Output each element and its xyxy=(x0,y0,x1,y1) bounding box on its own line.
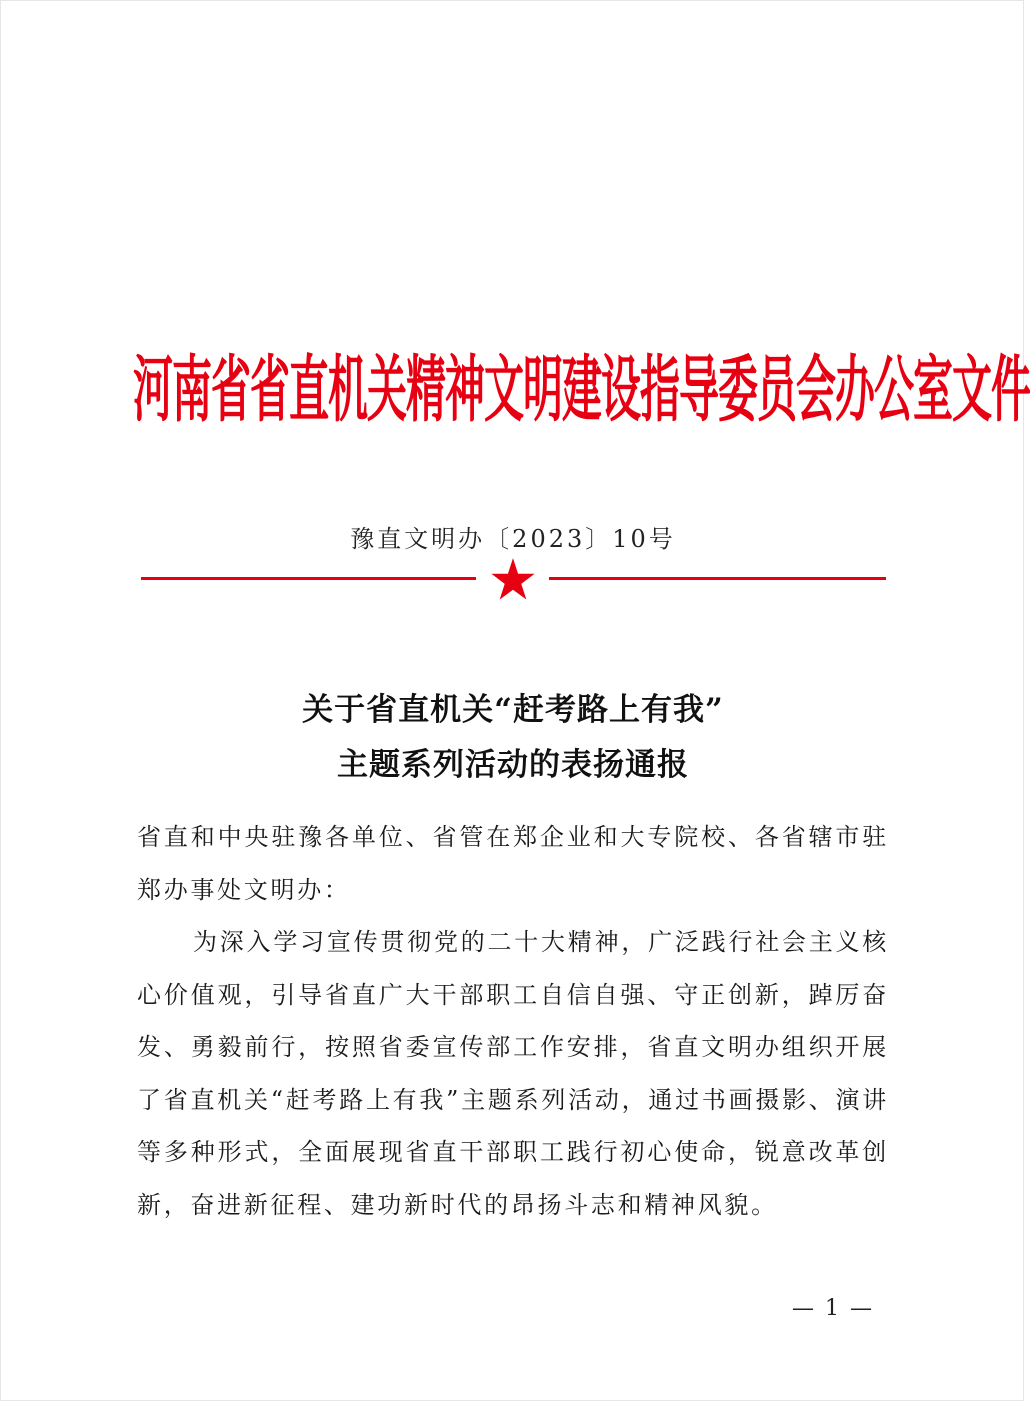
red-star-icon xyxy=(490,557,536,601)
red-divider-right xyxy=(549,577,886,580)
red-divider-left xyxy=(141,577,476,580)
issuer-title: 河南省省直机关精神文明建设指导委员会办公室文件 xyxy=(133,347,1030,433)
addressee: 省直和中央驻豫各单位、省管在郑企业和大专院校、各省辖市驻郑办事处文明办： xyxy=(137,823,889,904)
document-title-line2: 主题系列活动的表扬通报 xyxy=(337,747,689,783)
document-number: 豫直文明办〔2023〕10号 xyxy=(350,525,676,553)
document-title-line1: 关于省直机关“赶考路上有我” xyxy=(302,692,724,728)
body-paragraph: 为深入学习宣传贯彻党的二十大精神，广泛践行社会主义核心价值观，引导省直广大干部职工自信自强、守正创新，踔厉奋发、勇毅前行，按照省委宣传部工作安排，省直文明办组织开展了省直机关“赶考路上有我”主题系列活动，通过书画摄影、演讲等多种形式，全面展现省直干部职工践行初心使命，锐意改革创新，奋进新征程、建功新时代的昂扬斗志和精神风貌。 xyxy=(137,928,889,1219)
page-number: — 1 — xyxy=(792,1296,874,1321)
issuer-header xyxy=(133,336,1030,446)
